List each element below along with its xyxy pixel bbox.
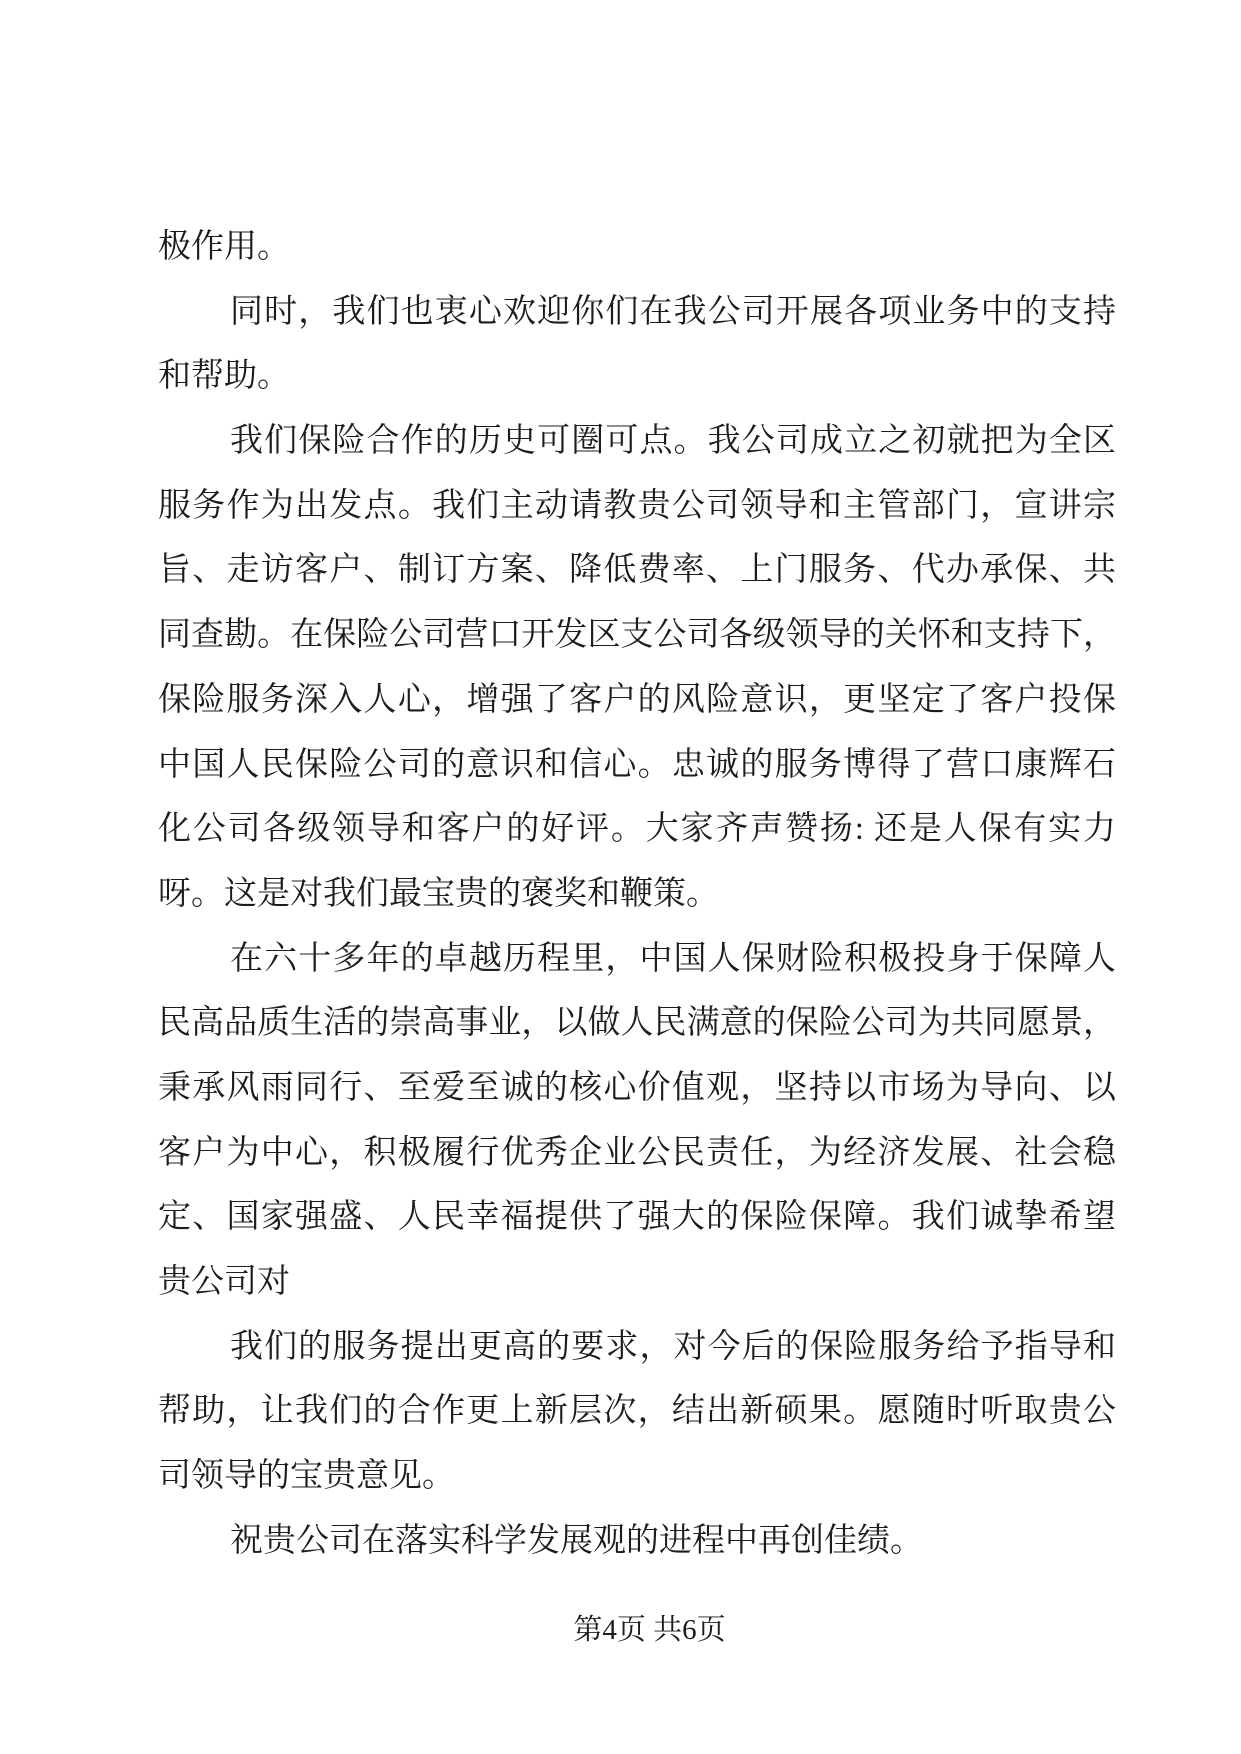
text-line: 秉承风雨同行、至爱至诚的核心价值观，坚持以市场为导向、以 (158, 1069, 1116, 1106)
page-footer (0, 1612, 1241, 1648)
page-number-label: 第4页 共6页 (573, 1614, 726, 1646)
text-line: 我们保险合作的历史可圈可点。我公司成立之初就把为全区 (230, 423, 1116, 460)
document-body (158, 215, 1116, 1573)
text-line: 化公司各级领导和客户的好评。大家齐声赞扬: 还是人保有实力 (158, 811, 1116, 848)
text-line: 旨、走访客户、制订方案、降低费率、上门服务、代办承保、共 (158, 552, 1116, 589)
text-line: 贵公司对 (158, 1264, 290, 1300)
text-line: 保险服务深入人心，增强了客户的风险意识，更坚定了客户投保 (158, 681, 1116, 718)
text-line: 帮助，让我们的合作更上新层次，结出新硕果。愿随时听取贵公 (158, 1393, 1116, 1430)
text-line: 定、国家强盛、人民幸福提供了强大的保险保障。我们诚挚希望 (158, 1199, 1116, 1236)
text-line: 同时，我们也衷心欢迎你们在我公司开展各项业务中的支持 (230, 293, 1116, 330)
text-line: 极作用。 (158, 229, 290, 265)
text-line: 服务作为出发点。我们主动请教贵公司领导和主管部门，宣讲宗 (158, 487, 1116, 524)
text-line: 我们的服务提出更高的要求，对今后的保险服务给予指导和 (230, 1328, 1116, 1365)
text-line: 司领导的宝贵意见。 (158, 1458, 455, 1495)
text-line: 客户为中心，积极履行优秀企业公民责任，为经济发展、社会稳 (158, 1134, 1116, 1171)
text-line: 呀。这是对我们最宝贵的褒奖和鞭策。 (158, 875, 719, 912)
text-line: 中国人民保险公司的意识和信心。忠诚的服务博得了营口康辉石 (158, 746, 1116, 783)
text-line: 和帮助。 (158, 358, 290, 395)
text-line: 在六十多年的卓越历程里，中国人保财险积极投身于保障人 (230, 940, 1116, 977)
text-line: 民高品质生活的崇高事业，以做人民满意的保险公司为共同愿景， (158, 1005, 1116, 1042)
text-line: 祝贵公司在落实科学发展观的进程中再创佳绩。 (230, 1522, 923, 1559)
text-line: 同查勘。在保险公司营口开发区支公司各级领导的关怀和支持下， (158, 617, 1116, 654)
